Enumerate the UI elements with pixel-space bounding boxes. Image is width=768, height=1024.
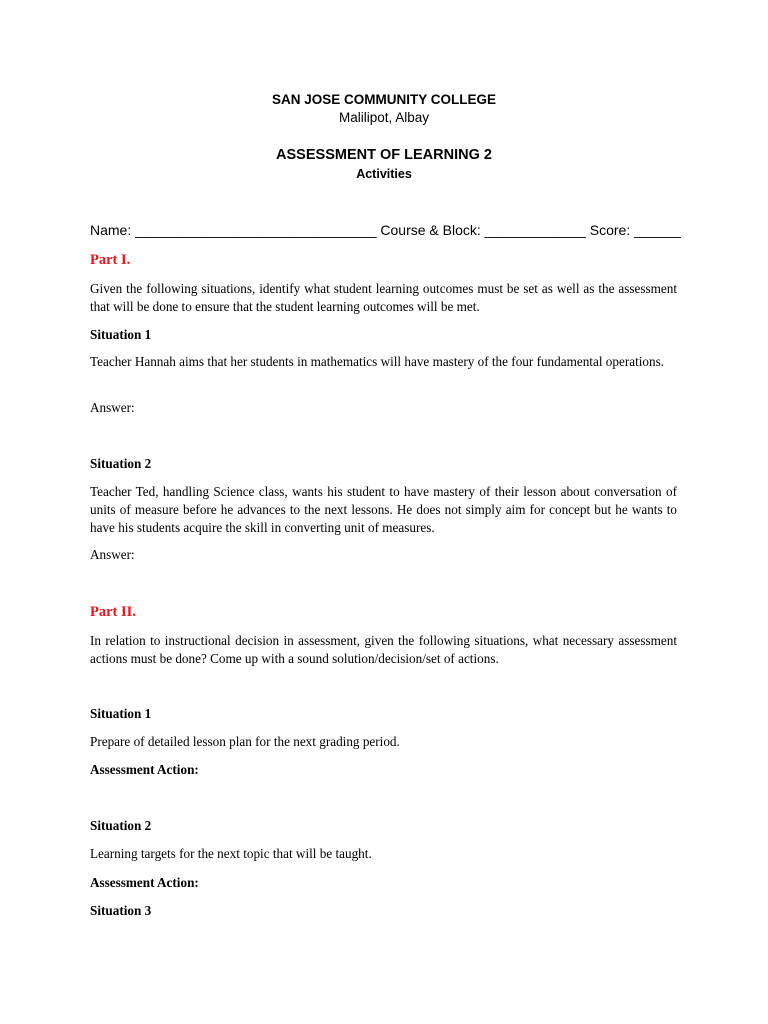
part-2-heading: Part II. <box>90 604 136 620</box>
part-1-situation-2-label: Situation 2 <box>90 456 152 471</box>
part-2-instructions: In relation to instructional decision in assessment, given the following situations, what necessary assessment actions must be done? Come up with a sound solution/decision/set of actions. <box>90 633 677 666</box>
part-1-instructions: Given the following situations, identify what student learning outcomes must be set as well as the assessment that will be done to ensure that the student learning outcomes will be met. <box>90 281 677 314</box>
college-location: Malilipot, Albay <box>338 110 430 125</box>
college-name: SAN JOSE COMMUNITY COLLEGE <box>271 92 497 107</box>
part-2-situation-2-label: Situation 2 <box>90 818 152 833</box>
part-2-situation-1-label: Situation 1 <box>90 706 152 721</box>
part-1-heading: Part I. <box>90 252 131 268</box>
part-1-situation-1-label: Situation 1 <box>90 327 152 342</box>
part-2-situation-1-action-label: Assessment Action: <box>90 762 199 777</box>
part-2-situation-2-action-label: Assessment Action: <box>90 875 199 890</box>
part-1-situation-1-text: Teacher Hannah aims that her students in mathematics will have mastery of the four fundamental operations. <box>90 354 665 369</box>
part-2-situation-2-text: Learning targets for the next topic that will be taught. <box>90 846 372 861</box>
document-title: ASSESSMENT OF LEARNING 2 <box>276 147 492 163</box>
part-1-situation-2-text: Teacher Ted, handling Science class, wants his student to have mastery of their lesson about conversation of units of measure before he advances to the next lessons. He does not simply aim for concept but he wants to have his students acquire the skill in converting unit of measures. <box>90 484 677 535</box>
part-2-situation-1-text: Prepare of detailed lesson plan for the next grading period. <box>90 734 400 749</box>
student-info-line: Name: _______________________________ Course & Block: _____________ Score: ______ <box>90 222 681 238</box>
document-subtitle: Activities <box>356 167 412 181</box>
part-1-situation-2-answer-label: Answer: <box>90 547 135 562</box>
part-2-situation-3-label: Situation 3 <box>90 903 152 918</box>
part-1-situation-1-answer-label: Answer: <box>90 400 135 415</box>
